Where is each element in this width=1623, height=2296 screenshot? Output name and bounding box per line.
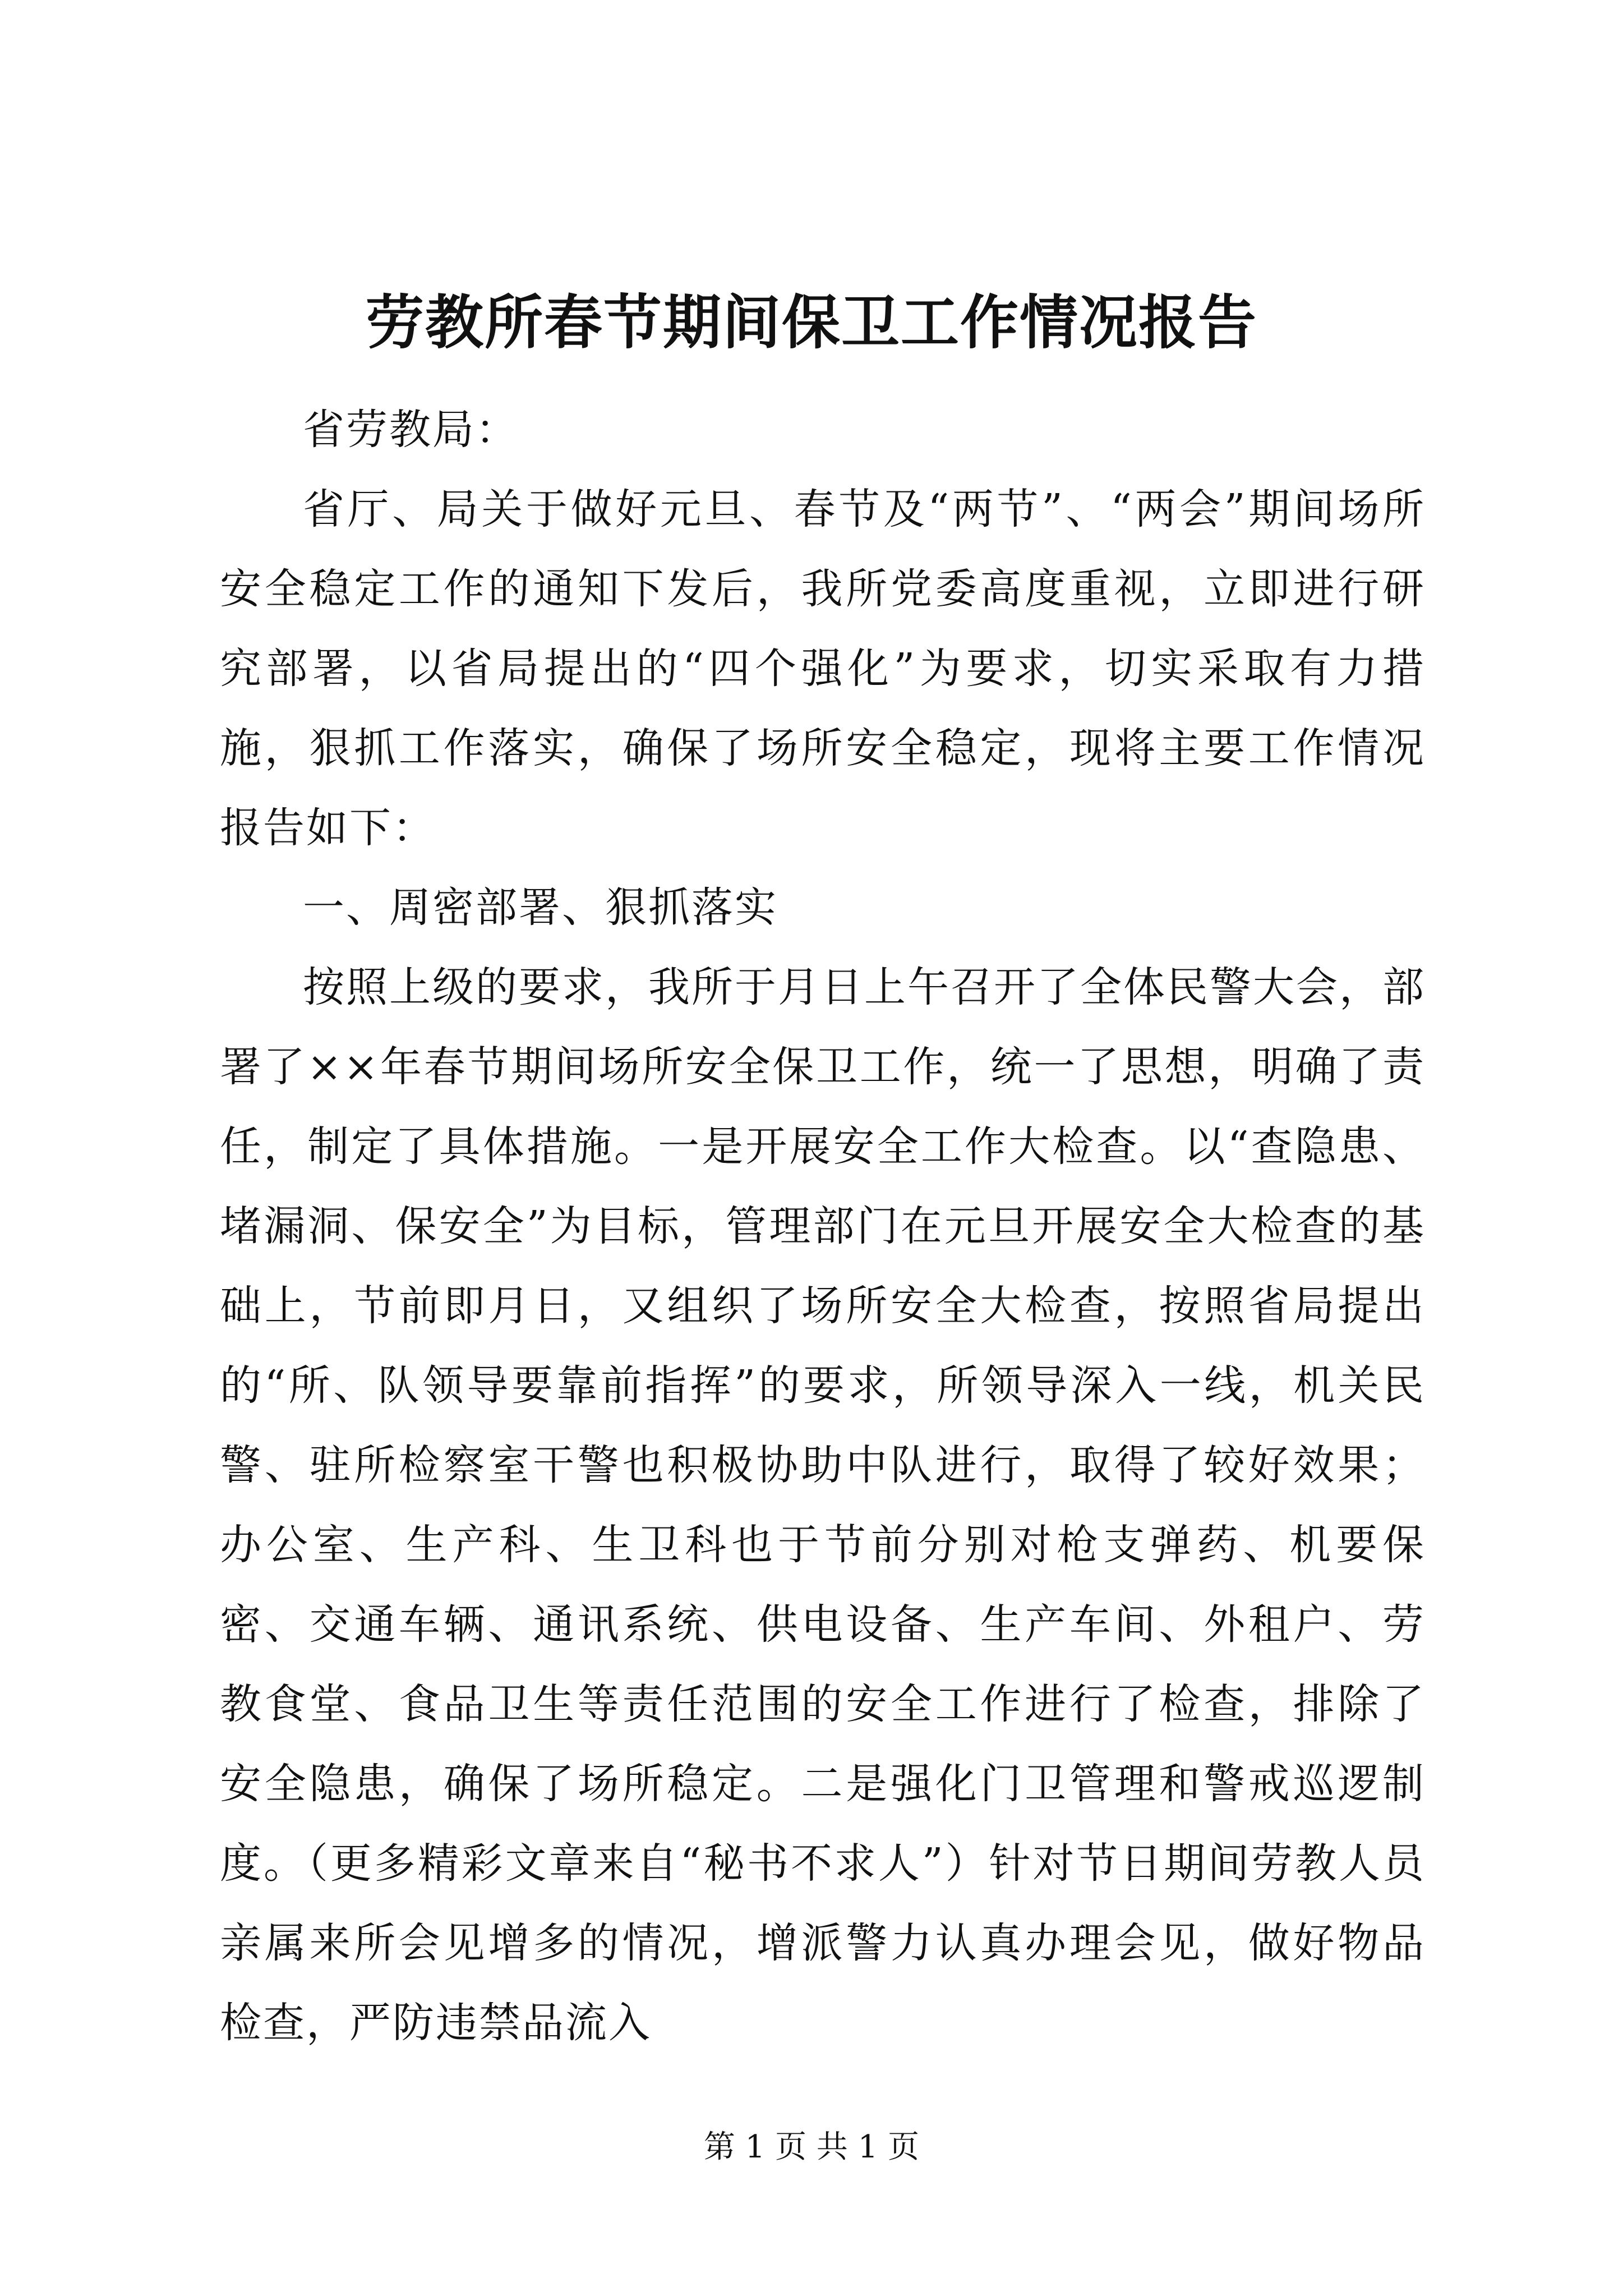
- document-title: 劳教所春节期间保卫工作情况报告: [365, 288, 1257, 357]
- section-heading-1: 一、周密部署、狠抓落实: [303, 884, 778, 932]
- salutation: 省劳教局：: [303, 406, 519, 454]
- document-body: [220, 390, 1426, 2063]
- paragraph-section-1: 按照上级的要求，我所于月日上午召开了全体民警大会，部署了××年春节期间场所安全保卫工作，统一了思想，明确了责任，制定了具体措施。一是开展安全工作大检查。以“查隐患、堵漏洞、保安全”为目标，管理部门在元旦开展安全大检查的基础上，节前即月日，又组织了场所安全大检查，按照省局提出的“所、队领导要靠前指挥”的要求，所领导深入一线，机关民警、驻所检察室干警也积极协助中队进行，取得了较好效果；办公室、生产科、生卫科也于节前分别对枪支弹药、机要保密、交通车辆、通讯系统、供电设备、生产车间、外租户、劳教食堂、食品卫生等责任范围的安全工作进行了检查，排除了安全隐患，确保了场所稳定。二是强化门卫管理和警戒巡逻制度。（更多精彩文章来自“秘书不求人”）针对节日期间劳教人员亲属来所会见增多的情况，增派警力认真办理会见，做好物品检查，严防违禁品流入: [220, 963, 1426, 2047]
- paragraph-intro: 省厅、局关于做好元旦、春节及“两节”、“两会”期间场所安全稳定工作的通知下发后，我所党委高度重视，立即进行研究部署，以省局提出的“四个强化”为要求，切实采取有力措施，狠抓工作落实，确保了场所安全稳定，现将主要工作情况报告如下：: [220, 485, 1426, 852]
- page-footer: 第 1 页 共 1 页: [703, 2129, 920, 2165]
